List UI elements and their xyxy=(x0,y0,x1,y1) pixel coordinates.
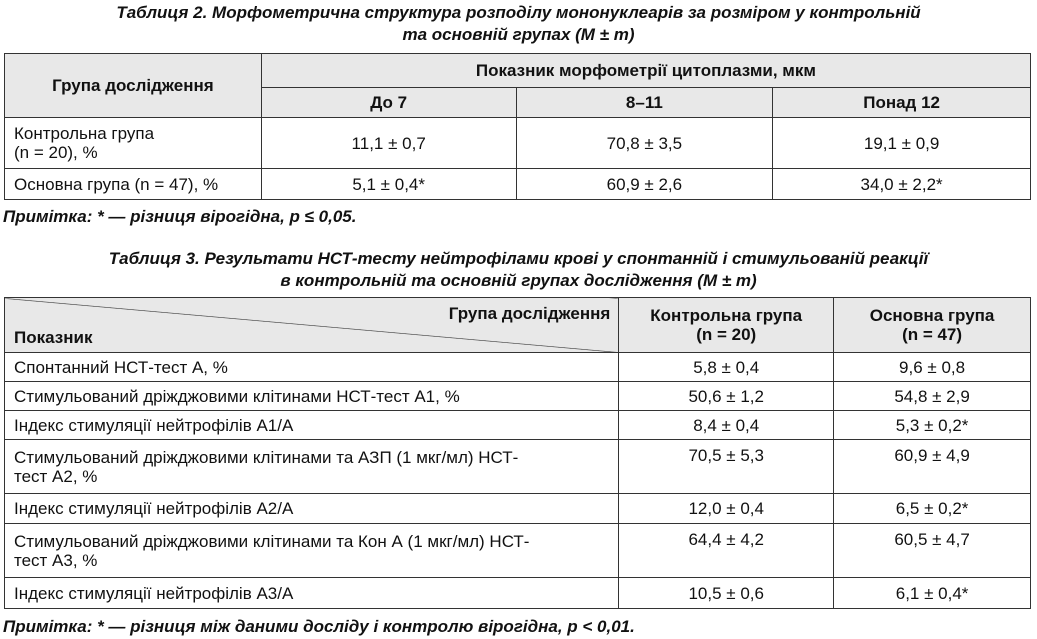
table-cell: 60,9 ± 4,9 xyxy=(834,440,1031,494)
table3-row-label xyxy=(5,440,619,494)
table2-caption-line2: та основній групах (M ± m) xyxy=(402,25,635,44)
table-cell: 70,8 ± 3,5 xyxy=(516,118,773,169)
table3-row-label: Індекс стимуляції нейтрофілів А1/А xyxy=(5,411,619,440)
table-cell: 6,5 ± 0,2* xyxy=(834,494,1031,524)
row-label-line: Контрольна група xyxy=(14,124,155,143)
table3-caption-line2: в контрольній та основній групах дослідження (M ± m) xyxy=(280,271,757,290)
table-cell: 5,1 ± 0,4* xyxy=(261,169,516,200)
table-cell: 5,3 ± 0,2* xyxy=(834,411,1031,440)
row-label-line: тест А3, % xyxy=(14,550,98,570)
table-cell: 8,4 ± 0,4 xyxy=(619,411,834,440)
table-cell: 9,6 ± 0,8 xyxy=(834,353,1031,382)
row-label-line: (n = 20), % xyxy=(14,143,98,162)
table2-caption xyxy=(0,2,1037,46)
table2-row-label: Основна група (n = 47), % xyxy=(5,169,262,200)
table-row xyxy=(5,578,1031,609)
table3-row-label xyxy=(5,524,619,578)
table3-row-label: Стимульований дріжджовими клітинами НСТ-тест А1, % xyxy=(5,382,619,411)
table-cell: 5,8 ± 0,4 xyxy=(619,353,834,382)
table2-col-header: До 7 xyxy=(261,88,516,118)
table-cell: 64,4 ± 4,2 xyxy=(619,524,834,578)
table2-caption-line1: Таблиця 2. Морфометрична структура розподілу мононуклеарів за розміром у контрольній xyxy=(116,3,921,22)
row-label-line: Стимульований дріжджовими клітинами та Кон А (1 мкг/мл) НСТ- xyxy=(14,531,530,551)
table3-note: Примітка: * — різниця між даними досліду і контролю вірогідна, p < 0,01. xyxy=(3,617,635,636)
table-cell: 6,1 ± 0,4* xyxy=(834,578,1031,609)
table-cell: 11,1 ± 0,7 xyxy=(261,118,516,169)
table-cell: 60,5 ± 4,7 xyxy=(834,524,1031,578)
table-row xyxy=(5,169,1031,200)
table2-col-header: 8–11 xyxy=(516,88,773,118)
table-row xyxy=(5,494,1031,524)
table-cell: 54,8 ± 2,9 xyxy=(834,382,1031,411)
table3-header-main xyxy=(834,298,1031,353)
table3-row-label: Індекс стимуляції нейтрофілів А2/А xyxy=(5,494,619,524)
table2-col-header: Понад 12 xyxy=(773,88,1031,118)
table-row xyxy=(5,440,1031,494)
table3-header-control xyxy=(619,298,834,353)
table3-row-label: Індекс стимуляції нейтрофілів А3/А xyxy=(5,578,619,609)
table-row xyxy=(5,382,1031,411)
table2-note: Примітка: * — різниця вірогідна, p ≤ 0,05. xyxy=(3,207,357,226)
header-line: Основна група xyxy=(869,306,995,325)
table-cell: 12,0 ± 0,4 xyxy=(619,494,834,524)
table2 xyxy=(4,53,1031,200)
table3-caption-line1: Таблиця 3. Результати НСТ-тесту нейтрофілами крові у спонтанній і стимульованій реакції xyxy=(108,249,929,268)
header-line: (n = 47) xyxy=(902,325,963,344)
table2-row-label xyxy=(5,118,262,169)
table-cell: 10,5 ± 0,6 xyxy=(619,578,834,609)
row-label-line: тест А2, % xyxy=(14,466,98,486)
table-cell: 19,1 ± 0,9 xyxy=(773,118,1031,169)
table-cell: 34,0 ± 2,2* xyxy=(773,169,1031,200)
table3-diagonal-header xyxy=(5,298,619,353)
table-cell: 60,9 ± 2,6 xyxy=(516,169,773,200)
table-row xyxy=(5,118,1031,169)
table-cell: 50,6 ± 1,2 xyxy=(619,382,834,411)
header-line: Контрольна група xyxy=(650,306,803,325)
table-row xyxy=(5,411,1031,440)
table-row xyxy=(5,353,1031,382)
table2-header-main: Показник морфометрії цитоплазми, мкм xyxy=(261,54,1030,88)
table3-header-indicator: Показник xyxy=(14,328,93,347)
table2-header-group: Група дослідження xyxy=(5,54,262,118)
table3-caption xyxy=(0,248,1037,292)
row-label-line: Стимульований дріжджовими клітинами та АЗП (1 мкг/мл) НСТ- xyxy=(14,447,519,467)
table3-row-label: Спонтанний НСТ-тест А, % xyxy=(5,353,619,382)
header-line: (n = 20) xyxy=(696,325,757,344)
table3-header-group: Група дослідження xyxy=(448,304,611,323)
table3 xyxy=(4,297,1031,609)
table-row xyxy=(5,524,1031,578)
table-cell: 70,5 ± 5,3 xyxy=(619,440,834,494)
